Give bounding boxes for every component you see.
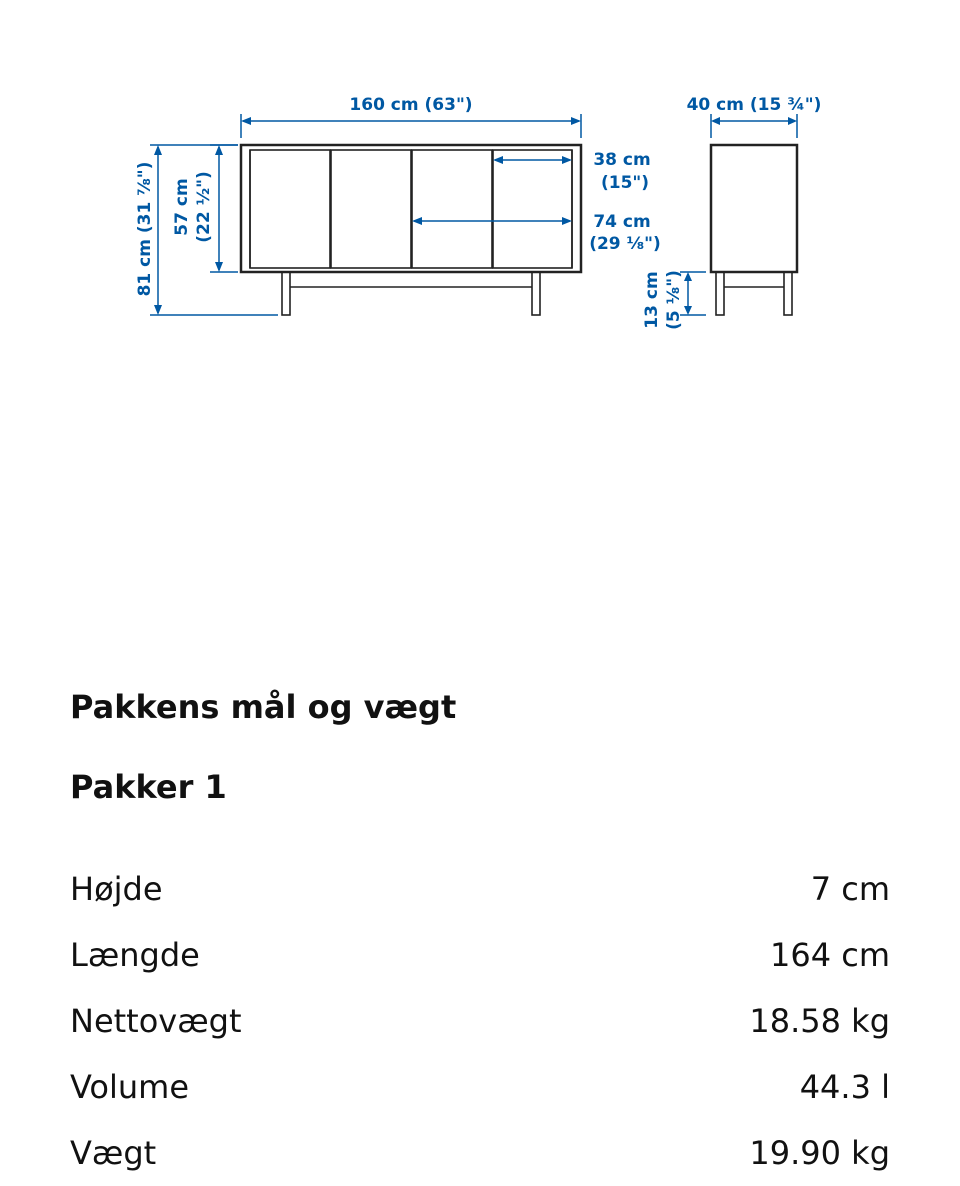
product-dimension-diagram bbox=[0, 0, 960, 360]
width-dimension bbox=[241, 95, 581, 138]
inner-width-dimension bbox=[412, 212, 661, 254]
leg-height-dimension bbox=[642, 270, 706, 330]
section-title: Pakkens mål og vægt bbox=[70, 688, 457, 726]
cabinet-height-in-label: (22 ½") bbox=[194, 171, 214, 243]
shelf-depth-cm-label: 38 cm bbox=[593, 150, 651, 170]
spec-label: Højde bbox=[70, 870, 163, 908]
spec-value: 19.90 kg bbox=[749, 1134, 890, 1172]
sideboard-side-view bbox=[711, 145, 797, 315]
cabinet-height-dimension bbox=[172, 145, 238, 272]
leg-height-in-label: (5 ⅛") bbox=[664, 270, 684, 330]
cabinet-height-cm-label: 57 cm bbox=[172, 178, 192, 236]
spec-row-weight bbox=[70, 1120, 890, 1186]
spec-label: Vægt bbox=[70, 1134, 157, 1172]
depth-dimension bbox=[687, 95, 822, 138]
spec-row-height bbox=[70, 856, 890, 922]
package-spec-list bbox=[70, 856, 890, 1186]
depth-label: 40 cm (15 ¾") bbox=[686, 95, 822, 115]
spec-value: 18.58 kg bbox=[749, 1002, 890, 1040]
total-height-label: 81 cm (31 ⅞") bbox=[135, 161, 155, 297]
spec-value: 164 cm bbox=[769, 936, 890, 974]
spec-label: Nettovægt bbox=[70, 1002, 242, 1040]
width-label: 160 cm (63") bbox=[349, 95, 473, 115]
leg-height-cm-label: 13 cm bbox=[642, 271, 662, 329]
package-title: Pakker 1 bbox=[70, 768, 227, 806]
sideboard-front-view bbox=[241, 145, 581, 315]
inner-width-in-label: (29 ⅛") bbox=[589, 234, 661, 254]
spec-value: 44.3 l bbox=[799, 1068, 890, 1106]
spec-label: Volume bbox=[70, 1068, 190, 1106]
spec-label: Længde bbox=[70, 936, 200, 974]
spec-row-net-weight bbox=[70, 988, 890, 1054]
spec-value: 7 cm bbox=[810, 870, 890, 908]
inner-width-cm-label: 74 cm bbox=[593, 212, 651, 232]
spec-row-length bbox=[70, 922, 890, 988]
spec-row-volume bbox=[70, 1054, 890, 1120]
shelf-depth-in-label: (15") bbox=[600, 173, 650, 193]
